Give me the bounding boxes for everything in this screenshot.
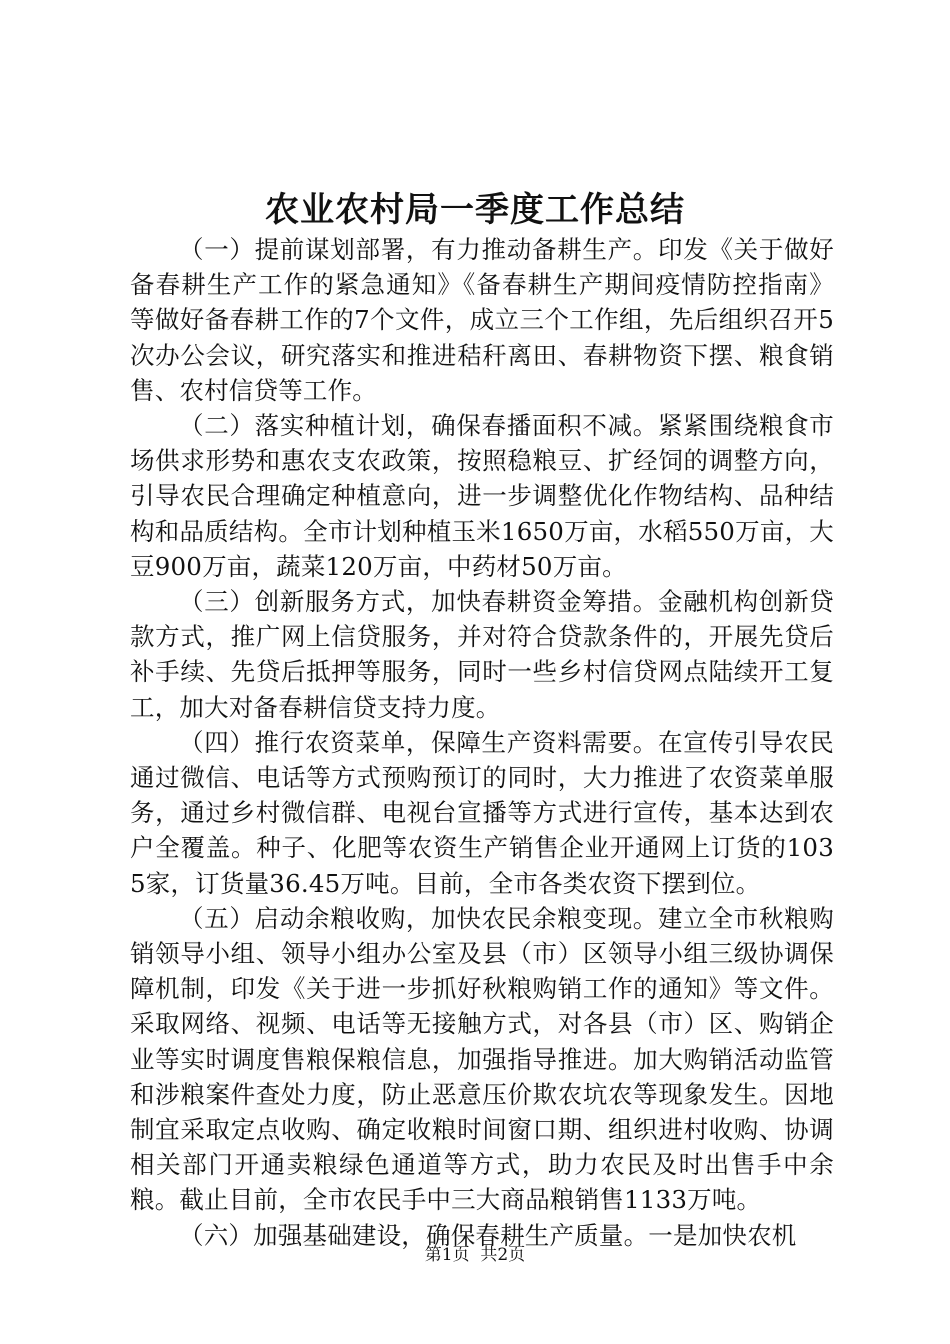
page-number: 第1页 bbox=[424, 1245, 470, 1265]
paragraph-2: （二）落实种植计划，确保春播面积不减。紧紧围绕粮食市场供求形势和惠农支农政策，按照稳粮豆、扩经饲的调整方向，引导农民合理确定种植意向，进一步调整优化作物结构、品种结构和品质结构。全市计划种植玉米1650万亩，水稻550万亩，大豆900万亩，蔬菜120万亩，中药材50万亩。 bbox=[130, 411, 834, 581]
document-body bbox=[130, 232, 834, 1253]
page-total: 共2页 bbox=[480, 1245, 526, 1265]
page-footer bbox=[0, 1244, 950, 1266]
paragraph-5: （五）启动余粮收购，加快农民余粮变现。建立全市秋粮购销领导小组、领导小组办公室及县（市）区领导小组三级协调保障机制，印发《关于进一步抓好秋粮购销工作的通知》等文件。采取网络、视频、电话等无接触方式，对各县（市）区、购销企业等实时调度售粮保粮信息，加强指导推进。加大购销活动监管和涉粮案件查处力度，防止恶意压价欺农坑农等现象发生。因地制宜采取定点收购、确定收粮时间窗口期、组织进村收购、协调相关部门开通卖粮绿色通道等方式，助力农民及时出售手中余粮。截止目前，全市农民手中三大商品粮销售1133万吨。 bbox=[130, 903, 834, 1215]
paragraph-1: （一）提前谋划部署，有力推动备耕生产。印发《关于做好备春耕生产工作的紧急通知》《备春耕生产期间疫情防控指南》等做好备春耕工作的7个文件，成立三个工作组，先后组织召开5次办公会议，研究落实和推进秸秆离田、春耕物资下摆、粮食销售、农村信贷等工作。 bbox=[130, 235, 834, 405]
paragraph-4: （四）推行农资菜单，保障生产资料需要。在宣传引导农民通过微信、电话等方式预购预订的同时，大力推进了农资菜单服务，通过乡村微信群、电视台宣播等方式进行宣传，基本达到农户全覆盖。种子、化肥等农资生产销售企业开通网上订货的1035家，订货量36.45万吨。目前，全市各类农资下摆到位。 bbox=[130, 727, 834, 898]
document-title: 农业农村局一季度工作总结 bbox=[265, 190, 685, 230]
paragraph-3: （三）创新服务方式，加快春耕资金筹措。金融机构创新贷款方式，推广网上信贷服务，并对符合贷款条件的，开展先贷后补手续、先贷后抵押等服务，同时一些乡村信贷网点陆续开工复工，加大对备春耕信贷支持力度。 bbox=[130, 587, 834, 722]
paragraph-6: （六）加强基础建设，确保春耕生产质量。一是加快农机 bbox=[179, 1220, 797, 1250]
